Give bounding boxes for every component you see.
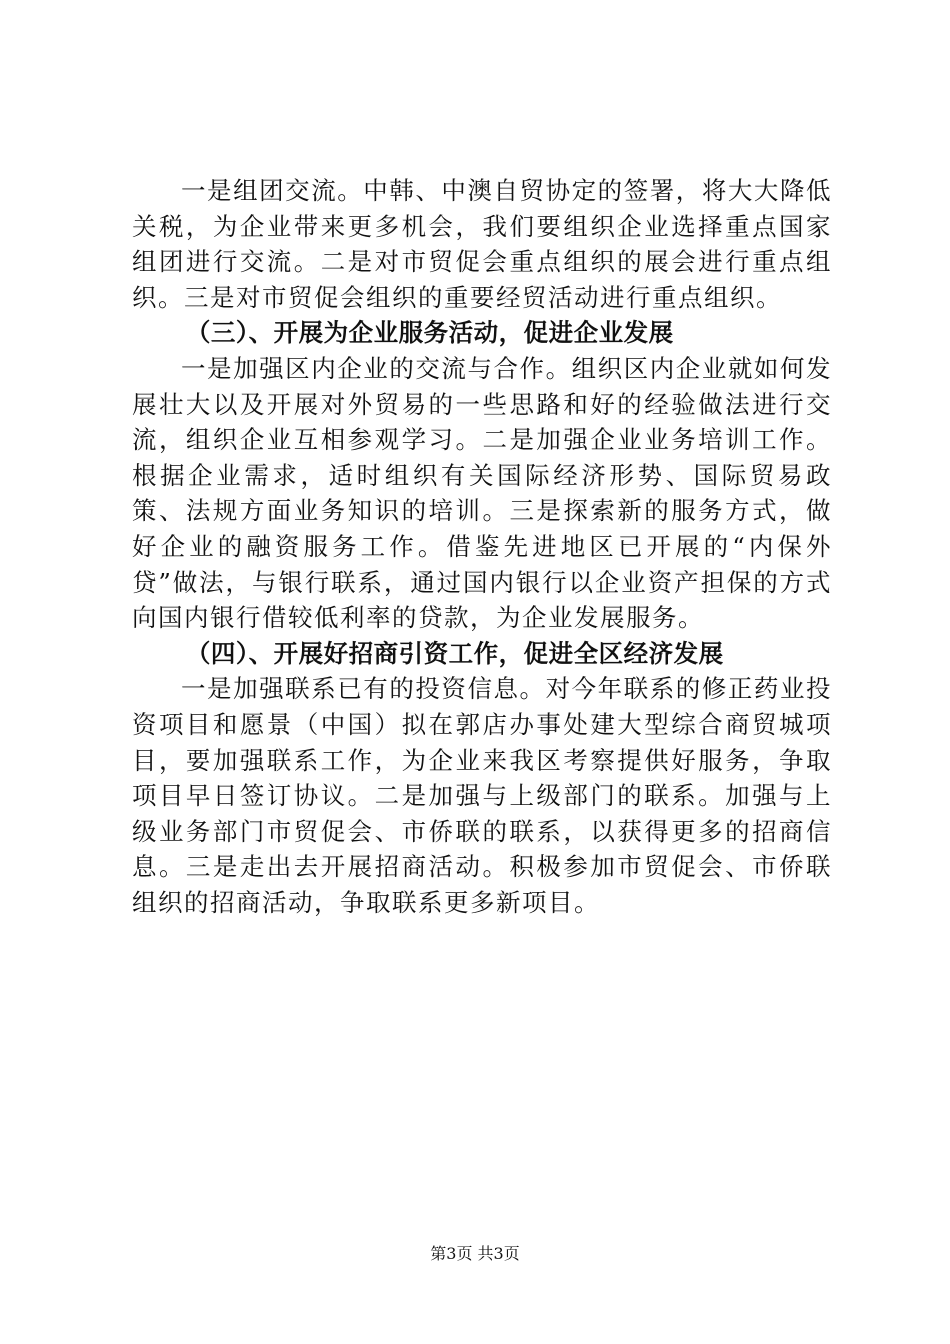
section-heading-4: （四）、开展好招商引资工作，促进全区经济发展 <box>185 638 724 668</box>
document-body <box>132 173 832 920</box>
page-number-footer: 第3页 共3页 <box>430 1244 520 1263</box>
body-paragraph-3: 一是加强联系已有的投资信息。对今年联系的修正药业投资项目和愿景（中国）拟在郭店办事处建大型综合商贸城项目，要加强联系工作，为企业来我区考察提供好服务，争取项目早日签订协议。二是加强与上级部门的联系。加强与上级业务部门市贸促会、市侨联的联系，以获得更多的招商信息。三是走出去开展招商活动。积极参加市贸促会、市侨联组织的招商活动，争取联系更多新项目。 <box>132 674 832 917</box>
body-paragraph-1: 一是组团交流。中韩、中澳自贸协定的签署，将大大降低关税，为企业带来更多机会，我们要组织企业选择重点国家组团进行交流。二是对市贸促会重点组织的展会进行重点组织。三是对市贸促会组织的重要经贸活动进行重点组织。 <box>132 176 832 312</box>
body-paragraph-2: 一是加强区内企业的交流与合作。组织区内企业就如何发展壮大以及开展对外贸易的一些思路和好的经验做法进行交流，组织企业互相参观学习。二是加强企业业务培训工作。根据企业需求，适时组织有关国际经济形势、国际贸易政策、法规方面业务知识的培训。三是探索新的服务方式，做好企业的融资服务工作。借鉴先进地区已开展的“内保外贷”做法，与银行联系，通过国内银行以企业资产担保的方式向国内银行借较低利率的贷款，为企业发展服务。 <box>132 353 832 633</box>
section-heading-3: （三）、开展为企业服务活动，促进企业发展 <box>185 318 674 348</box>
